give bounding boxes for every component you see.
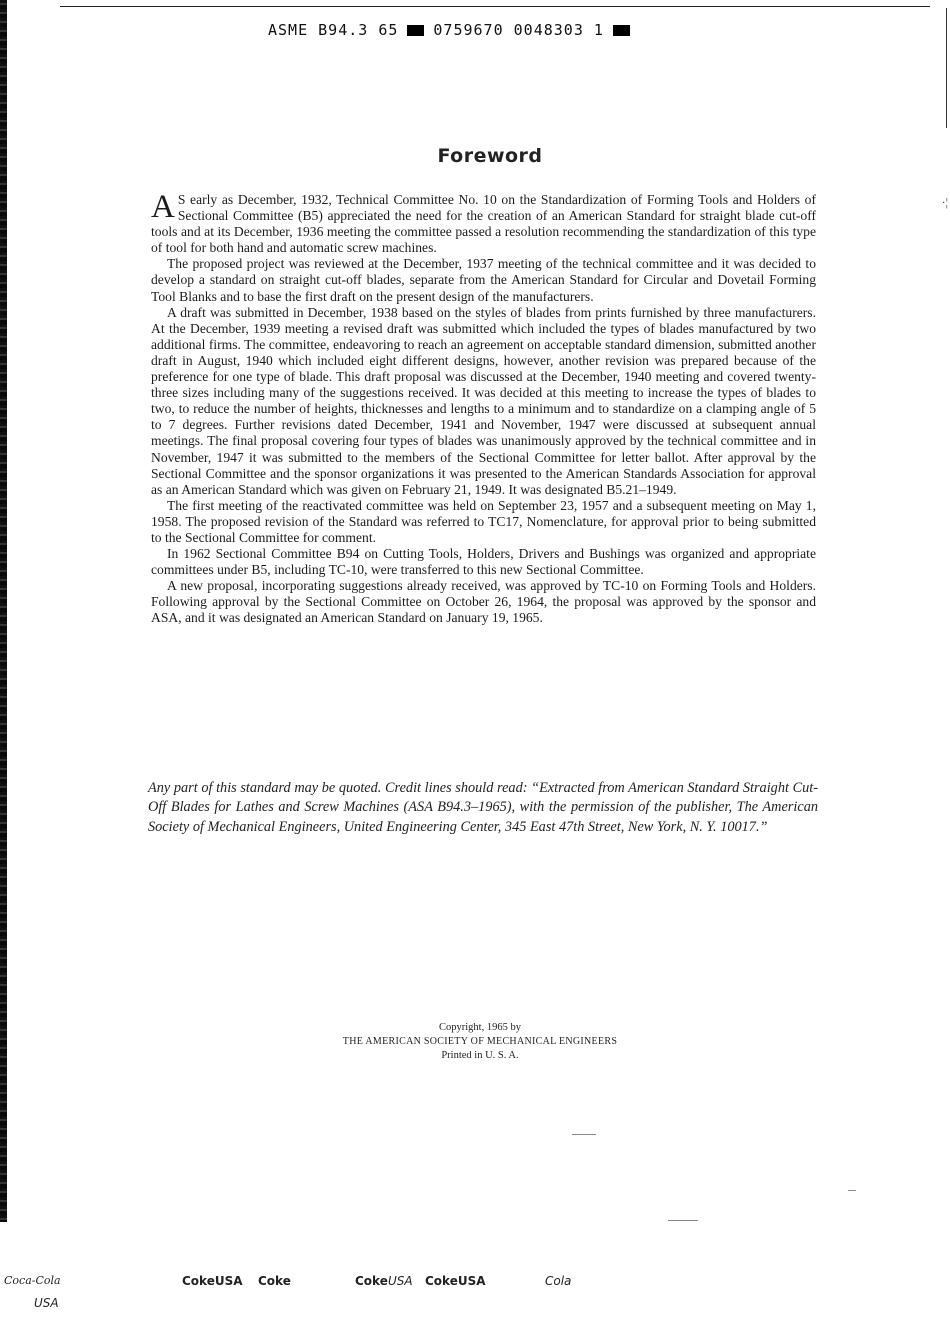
cola-mark: Cola xyxy=(545,1274,572,1288)
footer-watermarks xyxy=(0,1270,950,1344)
printed-in: Printed in U. S. A. xyxy=(441,1050,519,1061)
drop-cap: A xyxy=(151,189,175,225)
document-code-header xyxy=(268,19,688,41)
scan-speck xyxy=(848,1190,856,1191)
publisher-name: THE AMERICAN SOCIETY OF MECHANICAL ENGINEERS xyxy=(342,1036,618,1047)
coke-mark: Coke xyxy=(258,1274,291,1288)
coke-mark: Coke xyxy=(355,1274,388,1288)
scan-speck xyxy=(668,1220,698,1221)
paragraph-1 xyxy=(151,189,816,256)
copyright-line: Copyright, 1965 by xyxy=(439,1022,521,1033)
coke-usa-mark: CokeUSA xyxy=(182,1274,243,1288)
header-block-icon xyxy=(407,25,424,36)
usa-mark: USA xyxy=(34,1296,59,1310)
right-edge-rule xyxy=(946,8,947,128)
header-block-icon xyxy=(613,25,630,36)
paragraph-1-text: S early as December, 1932, Technical Committee No. 10 on the Standardization of Forming Tools and Holders of Sectional Committee (B5) appreciated the need for the creation of an American Standard for straight blade cut-off tools and at its December, 1936 meeting the committee passed a resolution recommending the standardization of this type of tool for both hand and automatic screw machines. xyxy=(151,192,816,256)
paragraph-3: A draft was submitted in December, 1938 based on the styles of blades from prints furnished by three manufacturers. At the December, 1939 meeting a revised draft was submitted which included the types of blades manufactured by two additional firms. The committee, endeavoring to reach an agreement on acceptable standard dimension, submitted another draft in August, 1940 which included eight different designs, however, another revision was prepared because of the preference for one type of blade. This draft proposal was discussed at the December, 1940 meeting and covered twenty-three sizes including many of the suggestions received. It was decided at this meeting to increase the types of blades to two, to reduce the number of heights, thicknesses and lengths to a minimum and to standardize on a clamping angle of 5 to 7 degrees. Further revisions dated December, 1941 and November, 1947 were discussed at subsequent annual meetings. The final proposal covering four types of blades was unanimously approved by the technical committee and in November, 1947 it was submitted to the members of the Sectional Committee for letter ballot. After approval by the Sectional Committee and the sponsor organizations it was presented to the American Standards Association for approval as an American Standard which was given on February 21, 1949. It was designated B5.21–1949. xyxy=(151,304,816,497)
scan-speck xyxy=(572,1134,596,1135)
coca-cola-mark: Coca-Cola xyxy=(4,1274,61,1287)
page-title: Foreword xyxy=(437,145,543,167)
credit-line-notice: Any part of this standard may be quoted. Credit lines should read: “Extracted from American Standard Straight Cut-Off Blades for Lathes and Screw Machines (ASA B94.3–1965), with the permission of the publisher, The American Society of Mechanical Engineers, United Engineering Center, 345 East 47th Street, New York, N. Y. 10017.” xyxy=(148,780,818,835)
margin-mark-icon: ·¦ xyxy=(941,195,948,209)
copyright-block xyxy=(300,1021,660,1063)
header-code-left: ASME B94.3 65 xyxy=(268,21,399,39)
header-code-mid: 0759670 0048303 1 xyxy=(433,21,604,39)
paragraph-4: The first meeting of the reactivated committee was held on September 23, 1957 and a subsequent meeting on May 1, 1958. The proposed revision of the Standard was referred to TC17, Nomenclature, for approval prior to being submitted to the Sectional Committee for comment. xyxy=(151,497,816,545)
coke-usa-mark: CokeUSA xyxy=(425,1274,486,1288)
scan-edge xyxy=(0,0,7,1222)
paragraph-2: The proposed project was reviewed at the December, 1937 meeting of the technical committee and it was decided to develop a standard on straight cut-off blades, separate from the American Standard for Circular and Dovetail Forming Tool Blanks and to base the first draft on the present design of the manufacturers. xyxy=(151,256,816,304)
top-rule xyxy=(60,6,930,7)
paragraph-6: A new proposal, incorporating suggestions already received, was approved by TC-10 on Forming Tools and Holders. Following approval by the Sectional Committee on October 26, 1964, the proposal was approved by the sponsor and ASA, and it was designated an American Standard on January 19, 1965. xyxy=(151,578,816,626)
foreword-body xyxy=(151,189,816,627)
usa-mark: USA xyxy=(388,1274,413,1288)
paragraph-5: In 1962 Sectional Committee B94 on Cutting Tools, Holders, Drivers and Bushings was organized and appropriate committees under B5, including TC-10, were transferred to this new Sectional Committee. xyxy=(151,546,816,578)
